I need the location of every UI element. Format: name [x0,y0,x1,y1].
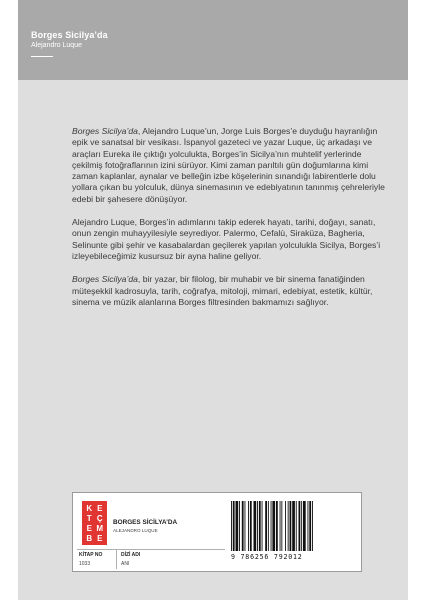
barcode-bar [292,501,295,551]
barcode-bar [239,501,240,551]
blurb-title-italic: Borges Sicilya’da [72,274,138,285]
barcode-bar [250,501,252,551]
logo-letter: E [97,534,103,543]
blurb-paragraph-2: Alejandro Luque, Borges’in adımlarını takip ederek hayatı, tarihi, doğayı, sanatı, onun zengin muhayyilesiyle seyrediyor. Palermo, Cefalù, Siraküza, Bagheria, Selinunte gibi şehir ve kasabalardan geçilerek yapılan yolculukla Sicilya, Borges’i izleyebileceğimiz kusursuz bir ayna haline geliyor. [72,217,381,261]
logo-letter: T [86,514,92,523]
barcode-bar [288,501,289,551]
panel-column-divider [116,550,117,569]
barcode-bar [296,501,297,551]
logo-letter: M [96,524,104,533]
barcode-bar [257,501,258,551]
barcode-bar [301,501,302,551]
isbn-number: 9 786256 792012 [231,553,303,561]
barcode-bar [276,501,278,551]
blurb-paragraph-1 [72,126,392,205]
barcode-bar [259,501,261,551]
isbn-barcode [229,501,353,551]
logo-letter: Ç [96,514,103,523]
header-band [18,0,408,80]
barcode-bar [285,501,286,551]
barcode-panel [72,492,362,572]
barcode-bar [299,501,301,551]
book-number-value: 1033 [79,561,91,567]
barcode-bar [262,501,263,551]
barcode-bar [290,501,292,551]
barcode-bar [236,501,239,551]
barcode-bar [265,501,267,551]
blurb-title-italic: Borges Sicilya’da [72,126,138,136]
barcode-bar [271,501,272,551]
logo-letter: K [86,504,93,513]
book-author: Alejandro Luque [31,42,82,49]
book-title: Borges Sicilya’da [31,30,108,40]
barcode-bar [308,501,309,551]
panel-book-title: BORGES SİCİLYA’DA [113,519,178,526]
logo-letter: B [86,534,93,543]
publisher-logo [82,501,107,545]
barcode-bar [231,501,232,551]
barcode-bar [303,501,306,551]
panel-divider [77,549,225,550]
barcode-bar [233,501,235,551]
series-name-label: DİZİ ADI [121,552,141,558]
barcode-bar [272,501,275,551]
blurb-paragraph-3 [72,274,392,308]
barcode-bar [268,501,269,551]
barcode-bar [242,501,244,551]
barcode-bar [281,501,282,551]
blurb-text: , bir yazar, bir filolog, bir muhabir ve bir sinema fanatiğinden müteşekkil kadrosuyla, tarih, coğrafya, mitoloji, mimari, edebiyat, estetik, kültür, sinema ve müzik alanlarına Borges filtresinden bakmamızı sağlıyor. [72,274,373,307]
logo-letter: E [97,504,103,513]
barcode-bar [245,501,246,551]
panel-book-author: ALEJANDRO LUQUE [113,528,158,533]
barcode-bar [312,501,313,551]
book-number-label: KİTAP NO [79,552,103,558]
barcode-bar [280,501,281,551]
publisher-logo-letters [84,504,105,543]
barcode-bar [254,501,257,551]
header-divider [31,56,53,57]
back-cover [18,0,408,600]
barcode-bar [309,501,311,551]
blurb-text: , Alejandro Luque’un, Jorge Luis Borges’e duyduğu hayranlığın epik ve sanatsal bir vesikası. İspanyol gazeteci ve yazar Luque, üç arkadaşı ve araçları Eureka ile çıktığı yolculukta, Borges’in Sicilya’nın muhtelif yerlerinde çekilmiş fotoğraflarının izini sürüyor. Kimi zaman parıltılı gün doğumlarına kimi zaman kaplanlar, aynalar ve belleğin izbe köşelerinin sınandığı labirentlerle dolu yollara çıkan bu yolculuk, dünya sinemasının ve edebiyatının tanınmış çehreleriyle edebi bir şahesere dönüşüyor. [72,126,385,204]
series-name-value: ANI [121,561,130,567]
barcode-bar [248,501,249,551]
logo-letter: E [86,524,92,533]
blurb [72,126,392,320]
